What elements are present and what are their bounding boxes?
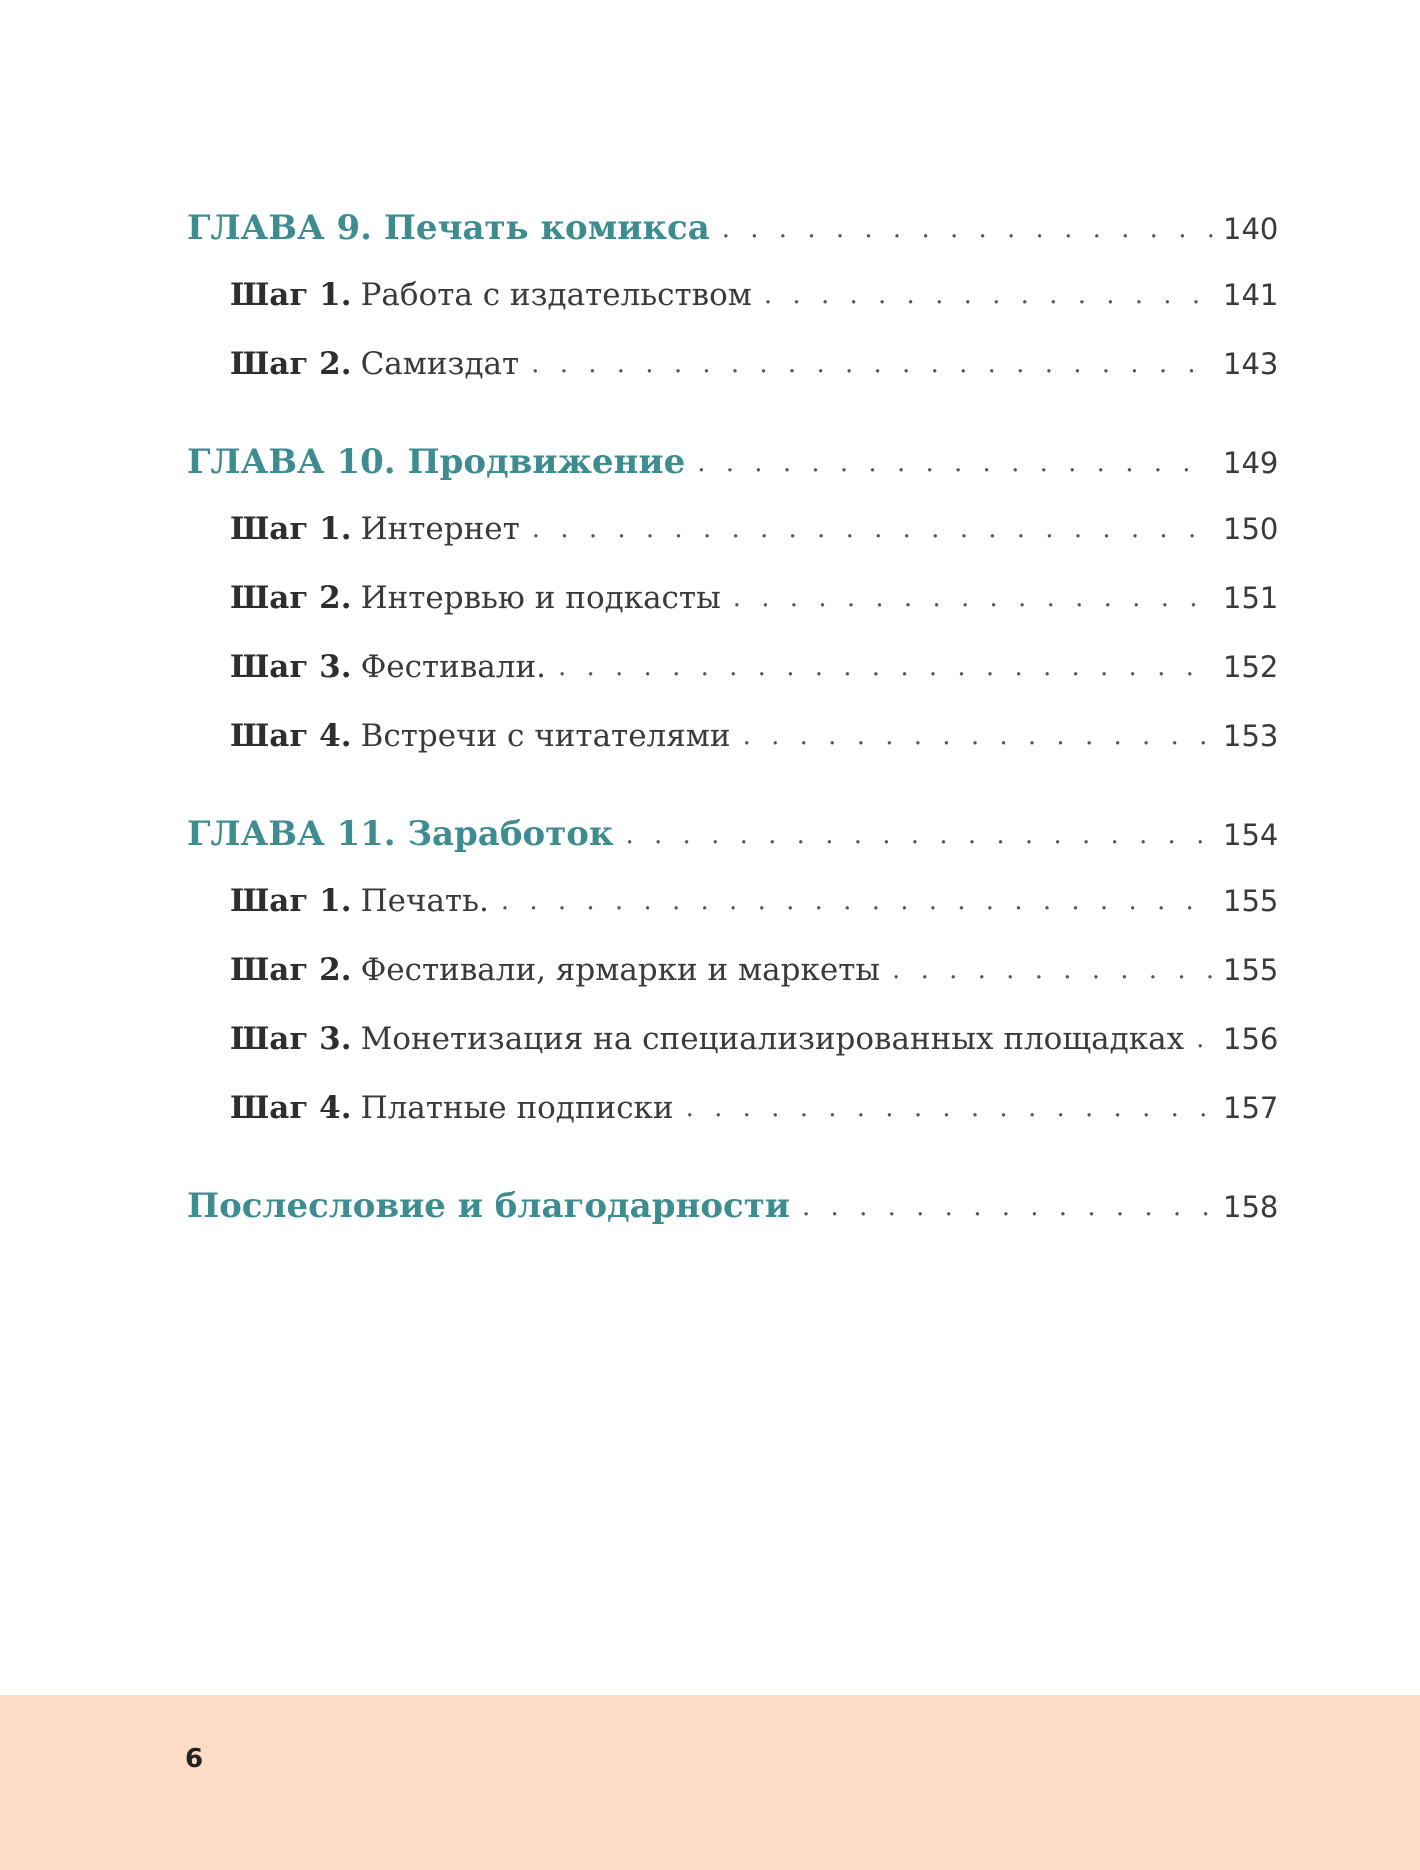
toc-entry-step[interactable] (187, 936, 1279, 1005)
page-number: 156 (1223, 1022, 1279, 1056)
chapter-title: ГЛАВА 10. Продвижение (187, 442, 686, 482)
step-title: Работа с издательством (360, 277, 752, 313)
dot-leader (722, 196, 1213, 262)
page-number: 150 (1223, 512, 1279, 546)
toc-entry-step[interactable] (187, 1005, 1279, 1074)
toc-entry-chapter[interactable] (187, 429, 1279, 495)
page-number: 154 (1223, 818, 1279, 852)
toc-entry-afterword[interactable] (187, 1173, 1279, 1239)
dot-leader (1196, 1005, 1213, 1074)
page-number: 141 (1223, 278, 1279, 312)
dot-leader (802, 1174, 1213, 1240)
toc-entry-step[interactable] (187, 633, 1279, 702)
step-label: Шаг 4. (230, 1090, 352, 1126)
page-number: 158 (1223, 1190, 1279, 1224)
dot-leader (892, 936, 1213, 1005)
chapter-title: ГЛАВА 9. Печать комикса (187, 208, 710, 248)
toc-entry-step[interactable] (187, 564, 1279, 633)
folio-page-number: 6 (185, 1744, 204, 1774)
table-of-contents (187, 195, 1279, 1239)
page-number: 155 (1223, 884, 1279, 918)
footer-band (0, 1695, 1420, 1870)
page-number: 152 (1223, 650, 1279, 684)
page-number: 149 (1223, 446, 1279, 480)
afterword-title: Послесловие и благодарности (187, 1186, 791, 1226)
step-label: Шаг 2. (230, 952, 352, 988)
dot-leader (558, 633, 1213, 702)
toc-entry-step[interactable] (187, 261, 1279, 330)
dot-leader (686, 1074, 1213, 1143)
step-title: Монетизация на специализированных площадках (360, 1021, 1185, 1057)
chapter-10 (187, 429, 1279, 771)
step-title: Печать. (360, 883, 489, 919)
dot-leader (501, 867, 1213, 936)
toc-entry-step[interactable] (187, 867, 1279, 936)
dot-leader (531, 330, 1213, 399)
step-title: Интернет (360, 511, 520, 547)
chapter-title: ГЛАВА 11. Заработок (187, 814, 614, 854)
dot-leader (532, 495, 1213, 564)
page-number: 151 (1223, 581, 1279, 615)
chapter-11 (187, 801, 1279, 1143)
page-number: 155 (1223, 953, 1279, 987)
step-label: Шаг 1. (230, 277, 352, 313)
toc-entry-chapter[interactable] (187, 195, 1279, 261)
toc-entry-step[interactable] (187, 330, 1279, 399)
chapter-9 (187, 195, 1279, 399)
step-label: Шаг 4. (230, 718, 352, 754)
step-label: Шаг 1. (230, 511, 352, 547)
step-title: Фестивали, ярмарки и маркеты (360, 952, 881, 988)
step-title: Фестивали. (360, 649, 546, 685)
toc-entry-chapter[interactable] (187, 801, 1279, 867)
step-label: Шаг 1. (230, 883, 352, 919)
step-label: Шаг 3. (230, 649, 352, 685)
step-label: Шаг 2. (230, 580, 352, 616)
step-title: Встречи с читателями (360, 718, 731, 754)
page-number: 153 (1223, 719, 1279, 753)
page-number: 143 (1223, 347, 1279, 381)
dot-leader (764, 261, 1213, 330)
step-title: Платные подписки (360, 1090, 674, 1126)
toc-entry-step[interactable] (187, 702, 1279, 771)
toc-entry-step[interactable] (187, 495, 1279, 564)
step-title: Интервью и подкасты (360, 580, 721, 616)
dot-leader (743, 702, 1213, 771)
toc-entry-step[interactable] (187, 1074, 1279, 1143)
dot-leader (733, 564, 1213, 633)
step-title: Самиздат (360, 346, 520, 382)
step-label: Шаг 3. (230, 1021, 352, 1057)
page-number: 157 (1223, 1091, 1279, 1125)
page-number: 140 (1223, 212, 1279, 246)
step-label: Шаг 2. (230, 346, 352, 382)
dot-leader (626, 802, 1214, 868)
dot-leader (697, 430, 1213, 496)
